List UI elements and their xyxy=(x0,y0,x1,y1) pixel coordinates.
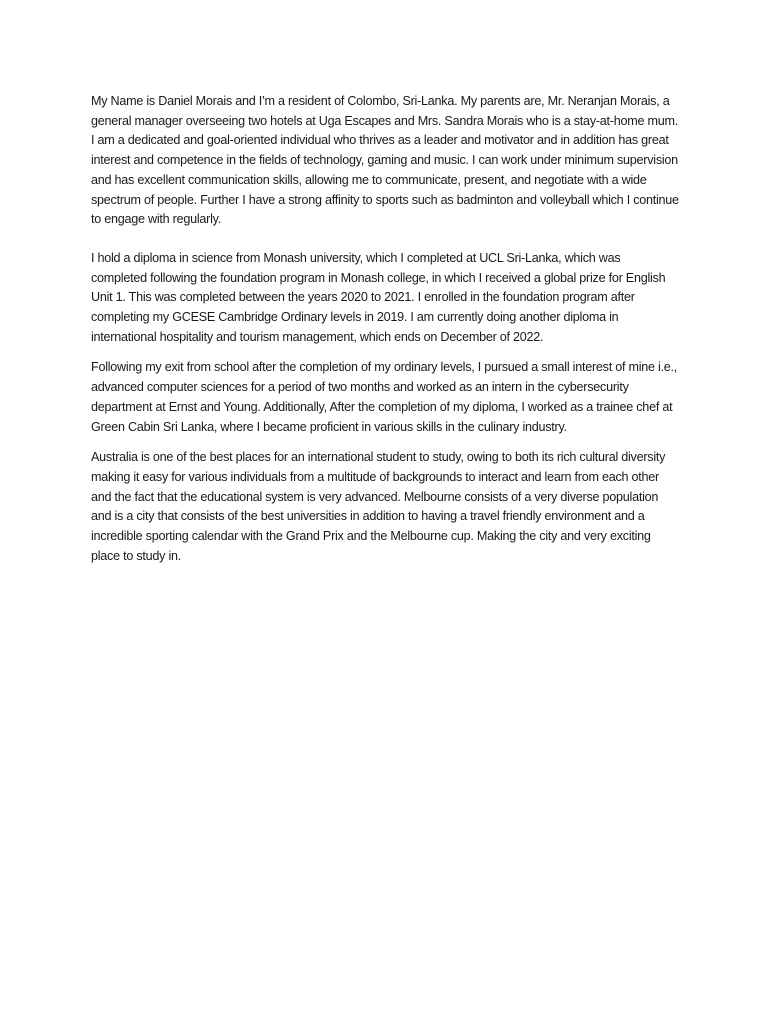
document-body xyxy=(91,92,679,577)
paragraph-education: I hold a diploma in science from Monash university, which I completed at UCL Sri-Lanka, which was completed following the foundation program in Monash college, in which I received a global prize for English Unit 1. This was completed between the years 2020 to 2021. I enrolled in the foundation program after completing my GCESE Cambridge Ordinary levels in 2019. I am currently doing another diploma in international hospitality and tourism management, which ends on December of 2022. xyxy=(91,250,666,344)
paragraph-experience: Following my exit from school after the completion of my ordinary levels, I pursued a small interest of mine i.e., advanced computer sciences for a period of two months and worked as an intern in the cybersecurity department at Ernst and Young. Additionally, After the completion of my diploma, I worked as a trainee chef at Green Cabin Sri Lanka, where I became proficient in various skills in the culinary industry. xyxy=(91,360,678,434)
paragraph-australia: Australia is one of the best places for an international student to study, owing to both its rich cultural diversity making it easy for various individuals from a multitude of backgrounds to interact and learn from each other and the fact that the educational system is very advanced. Melbourne consists of a very diverse population and is a city that consists of the best universities in addition to having a travel friendly environment and a incredible sporting calendar with the Grand Prix and the Melbourne cup. Making the city and very exciting place to study in. xyxy=(91,450,666,563)
paragraph-introduction: My Name is Daniel Morais and I’m a resident of Colombo, Sri-Lanka. My parents are, Mr. Neranjan Morais, a general manager overseeing two hotels at Uga Escapes and Mrs. Sandra Morais who is a stay-at-home mum. I am a dedicated and goal-oriented individual who thrives as a leader and motivator and in addition has great interest and competence in the fields of technology, gaming and music. I can work under minimum supervision and has excellent communication skills, allowing me to communicate, present, and negotiate with a wide spectrum of people. Further I have a strong affinity to sports such as badminton and volleyball which I continue to engage with regularly. xyxy=(91,94,679,227)
